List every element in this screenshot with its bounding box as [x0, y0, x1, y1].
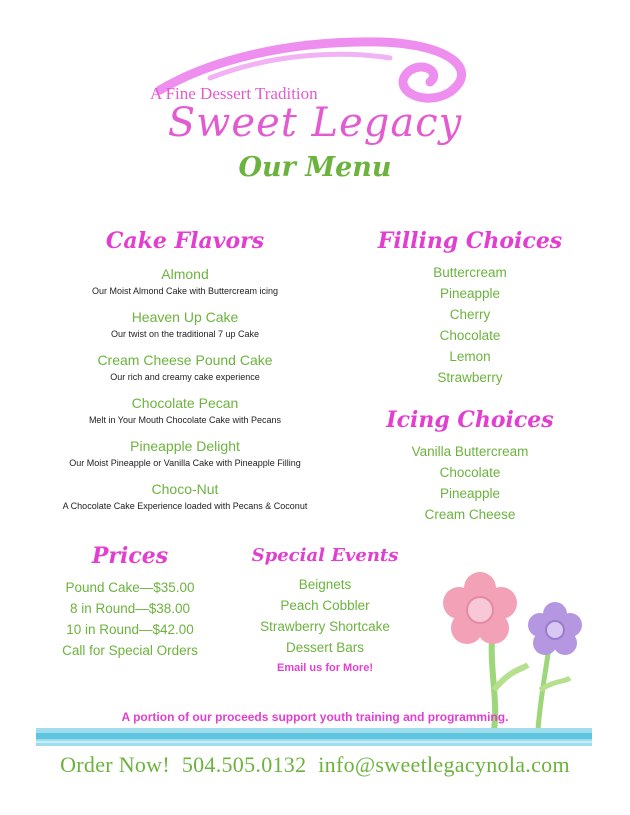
cake-name: Heaven Up Cake [131, 309, 239, 325]
list-item: Beignets [298, 577, 352, 592]
cake-name: Chocolate Pecan [131, 395, 239, 411]
icing-choices-heading: Icing Choices [386, 407, 554, 433]
cake-description: Melt in Your Mouth Chocolate Cake with Pecans [88, 415, 282, 425]
prices-heading: Prices [91, 543, 169, 569]
brand-name: Sweet Legacy [167, 100, 463, 146]
list-item [50, 309, 320, 340]
list-item [50, 395, 320, 426]
list-item [50, 438, 320, 469]
special-events-section [240, 545, 410, 679]
cake-name: Choco-Nut [151, 481, 219, 497]
tagline: A Fine Dessert Tradition [150, 84, 318, 103]
cake-flavors-section [50, 228, 320, 524]
flowers-icon [420, 570, 600, 730]
proceeds-note: A portion of our proceeds support youth training and programming. [121, 710, 509, 724]
cake-description: Our Moist Pineapple or Vanilla Cake with Pineapple Filling [69, 458, 301, 468]
filling-choices-heading: Filling Choices [377, 228, 563, 254]
list-item: Pineapple [439, 286, 501, 301]
icing-choices-section [360, 407, 580, 525]
menu-title: Our Menu [238, 152, 392, 183]
phone-number[interactable]: 504.505.0132 [181, 752, 307, 777]
prices-section [40, 543, 220, 661]
list-item: Chocolate [439, 328, 501, 343]
list-item: Cherry [449, 307, 491, 322]
list-item: Buttercream [433, 265, 507, 280]
list-item: Cream Cheese [424, 507, 516, 522]
list-item [50, 266, 320, 297]
price-item: Call for Special Orders [62, 643, 198, 658]
price-item: 10 in Round—$42.00 [66, 622, 194, 637]
list-item: Dessert Bars [285, 640, 365, 655]
list-item [50, 352, 320, 383]
cake-flavors-heading: Cake Flavors [105, 228, 265, 254]
list-item: Chocolate [439, 465, 501, 480]
email-address[interactable]: info@sweetlegacynola.com [318, 752, 570, 777]
email-us-link[interactable]: Email us for More! [277, 662, 373, 674]
cake-description: Our Moist Almond Cake with Buttercream icing [91, 286, 279, 296]
cake-name: Cream Cheese Pound Cake [97, 352, 273, 368]
price-item: 8 in Round—$38.00 [69, 601, 191, 616]
list-item: Strawberry Shortcake [260, 619, 390, 634]
price-item: Pound Cake—$35.00 [65, 580, 195, 595]
decorative-band [36, 728, 592, 746]
list-item: Peach Cobbler [280, 598, 370, 613]
list-item: Pineapple [439, 486, 501, 501]
list-item [50, 481, 320, 512]
order-line [0, 752, 630, 778]
list-item: Lemon [449, 349, 491, 364]
list-item: Strawberry [437, 370, 503, 385]
filling-choices-section [360, 228, 580, 388]
cake-description: Our twist on the traditional 7 up Cake [110, 329, 260, 339]
special-events-heading: Special Events [251, 545, 399, 566]
cake-description: A Chocolate Cake Experience loaded with Pecans & Coconut [62, 501, 308, 511]
order-now-label: Order Now! [60, 752, 170, 777]
list-item: Vanilla Buttercream [411, 444, 529, 459]
cake-name: Almond [161, 266, 209, 282]
cake-description: Our rich and creamy cake experience [110, 372, 260, 382]
cake-name: Pineapple Delight [130, 438, 240, 454]
